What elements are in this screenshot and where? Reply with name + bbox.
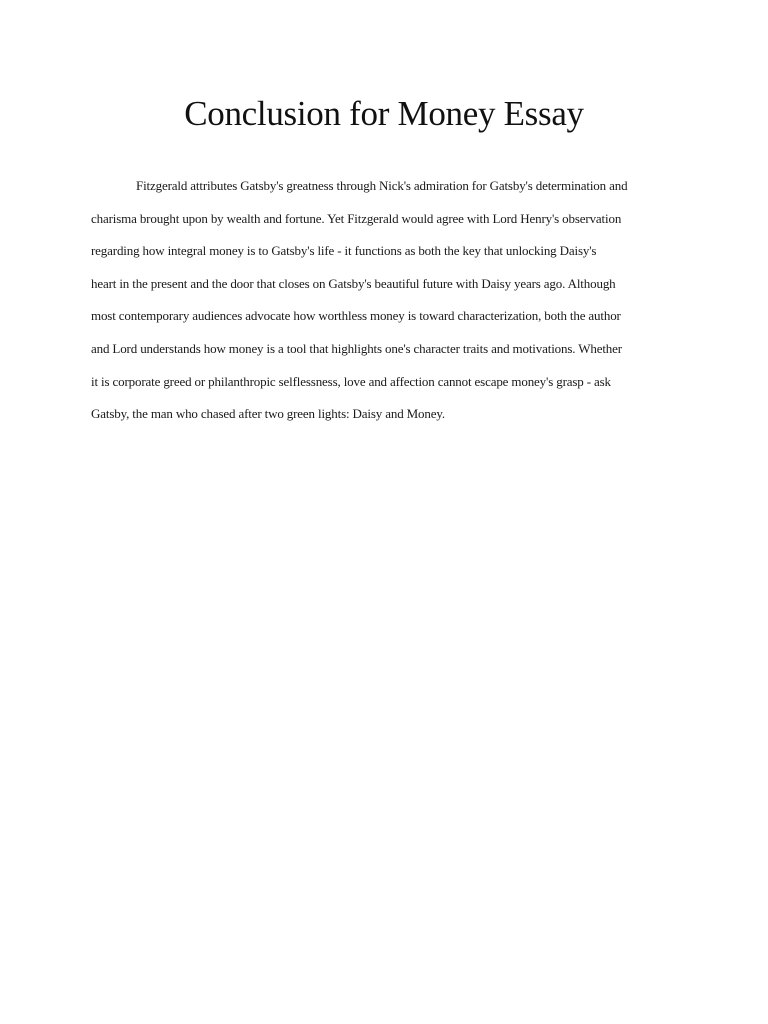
paragraph-line-3: regarding how integral money is to Gatsby's life - it functions as both the key that unlocking Daisy's [91,243,597,259]
paragraph-line-1: Fitzgerald attributes Gatsby's greatness through Nick's admiration for Gatsby's determination and [136,178,628,193]
paragraph-line-8: Gatsby, the man who chased after two green lights: Daisy and Money. [91,406,445,422]
page-title: Conclusion for Money Essay [184,94,584,133]
essay-paragraph [91,170,675,431]
paragraph-line-6: and Lord understands how money is a tool that highlights one's character traits and motivations. Whether [91,340,622,356]
paragraph-line-5: most contemporary audiences advocate how worthless money is toward characterization, both the author [91,308,621,324]
paragraph-line-4: heart in the present and the door that closes on Gatsby's beautiful future with Daisy years ago. Although [91,275,616,291]
paragraph-line-7: it is corporate greed or philanthropic selflessness, love and affection cannot escape money's grasp - ask [91,373,611,389]
paragraph-line-2: charisma brought upon by wealth and fortune. Yet Fitzgerald would agree with Lord Henry's observation [91,210,622,226]
